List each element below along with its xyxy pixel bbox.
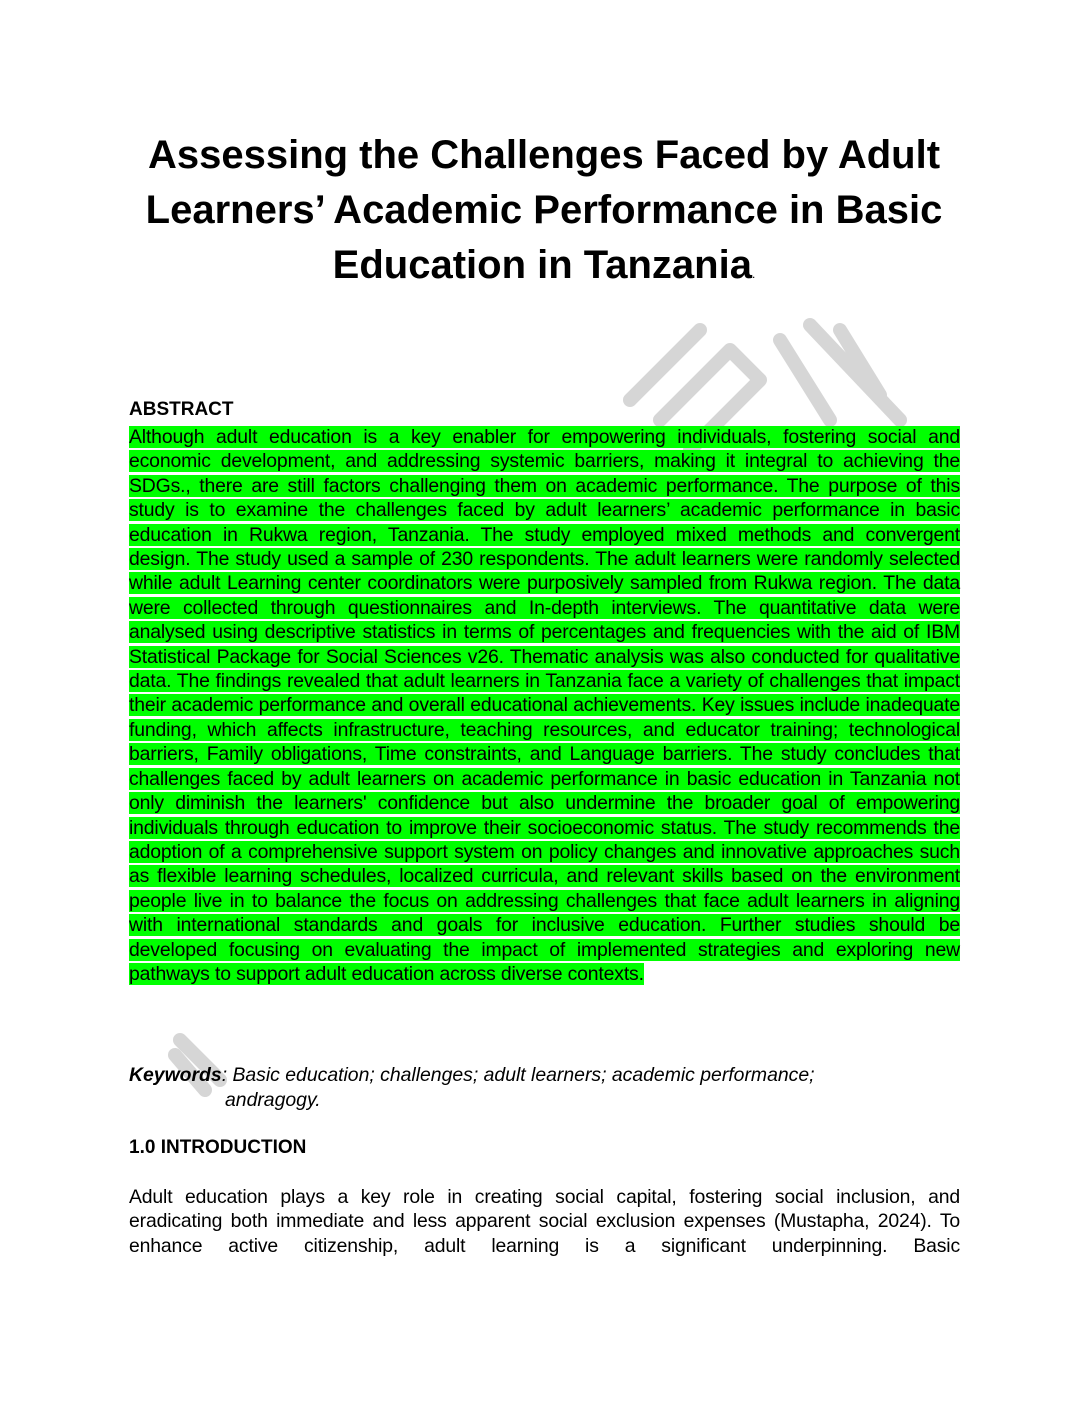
keywords-label: Keywords <box>129 1064 222 1086</box>
keywords-list: : Basic education; challenges; adult learners; academic performance; <box>221 1064 815 1086</box>
paper-title-trailing: . <box>751 267 756 281</box>
paper-title-text: Assessing the Challenges Faced by Adult Learners’ Academic Performance in Basic Education in Tanzania <box>145 133 943 287</box>
keywords-block <box>129 1063 960 1113</box>
abstract-paragraph <box>129 425 960 986</box>
abstract-heading: ABSTRACT <box>129 399 234 420</box>
keywords-line-1 <box>129 1063 960 1088</box>
introduction-paragraph: Adult education plays a key role in creating social capital, fostering social inclusion, and eradicating both immediate and less apparent social exclusion expenses (Mustapha, 2024). To enhance active citizenship, adult learning is a significant underpinning. Basic <box>129 1186 960 1257</box>
keywords-line-2: andragogy. <box>225 1089 321 1111</box>
paper-title <box>130 128 958 302</box>
introduction-heading: 1.0 INTRODUCTION <box>129 1137 307 1158</box>
abstract-highlighted-text: Although adult education is a key enabler for empowering individuals, fostering social and economic development, and addressing systemic barriers, making it integral to achieving the SDGs., there are still factors challenging them on academic performance. The purpose of this study is to examine the challenges faced by adult learners’ academic performance in basic education in Rukwa region, Tanzania. The study employed mixed methods and convergent design. The study used a sample of 230 respondents. The adult learners were randomly selected while adult Learning center coordinators were purposively sampled from Rukwa region. The data were collected through questionnaires and In-depth interviews. The quantitative data were analysed using descriptive statistics in terms of percentages and frequencies with the aid of IBM Statistical Package for Social Sciences v26. Thematic analysis was also conducted for qualitative data. The findings revealed that adult learners in Tanzania face a variety of challenges that impact their academic performance and overall educational achievements. Key issues include inadequate funding, which affects infrastructure, teaching resources, and educator training; technological barriers, Family obligations, Time constraints, and Language barriers. The study concludes that challenges faced by adult learners on academic performance in basic education in Tanzania not only diminish the learners' confidence but also undermine the broader goal of empowering individuals through education to improve their socioeconomic status. The study recommends the adoption of a comprehensive support system on policy changes and innovative approaches such as flexible learning schedules, localized curricula, and relevant skills based on the environment people live in to balance the focus on addressing challenges that face adult learners in aligning with international standards and goals for inclusive education. Further studies should be developed focusing on evaluating the impact of implemented strategies and exploring new pathways to support adult education across diverse contexts. <box>129 426 960 985</box>
